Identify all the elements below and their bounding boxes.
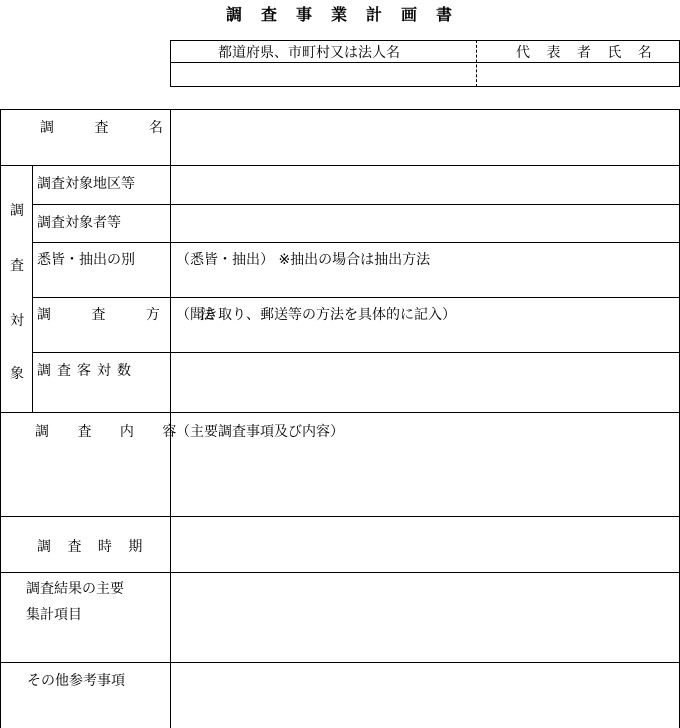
target-persons-label: 調査対象者等	[37, 215, 121, 231]
target-area-label: 調査対象地区等	[37, 176, 135, 192]
main-results-field[interactable]	[172, 574, 678, 661]
census-sampling-label: 悉皆・抽出の別	[37, 252, 135, 268]
survey-target-group-char-2: 査	[10, 258, 24, 274]
other-reference-field[interactable]	[172, 664, 678, 727]
main-results-label-line2: 集計項目	[26, 607, 82, 623]
survey-content-field[interactable]: （主要調査事項及び内容）	[176, 424, 344, 440]
survey-count-field[interactable]	[172, 354, 678, 411]
survey-target-group-char-4: 象	[10, 366, 24, 382]
target-persons-field[interactable]	[172, 206, 678, 241]
main-results-label-line1: 調査結果の主要	[26, 581, 124, 597]
applicant-name-field[interactable]	[172, 64, 474, 85]
page-title: 調査事業計画書	[226, 5, 472, 24]
survey-method-label: 調 査 方 法	[37, 307, 233, 323]
other-reference-label: その他参考事項	[27, 673, 125, 689]
census-sampling-field[interactable]: （悉皆・抽出） ※抽出の場合は抽出方法	[176, 252, 431, 268]
survey-period-label: 調 査 時 期	[37, 539, 149, 555]
survey-name-label: 調 査 名	[40, 120, 181, 136]
survey-period-field[interactable]	[172, 518, 678, 571]
survey-method-field[interactable]: （聞き取り、郵送等の方法を具体的に記入）	[176, 307, 456, 323]
applicant-name-header: 都道府県、市町村又は法人名	[218, 45, 400, 61]
representative-name-header: 代 表 者 氏 名	[516, 45, 658, 61]
survey-name-field[interactable]	[172, 111, 678, 164]
survey-target-group-char-3: 対	[10, 313, 24, 329]
target-area-field[interactable]	[172, 167, 678, 203]
survey-content-label: 調 査 内 容	[35, 424, 189, 440]
representative-name-field[interactable]	[478, 64, 678, 85]
survey-target-group-char-1: 調	[10, 203, 24, 219]
survey-count-label: 調査客対数	[37, 363, 137, 379]
